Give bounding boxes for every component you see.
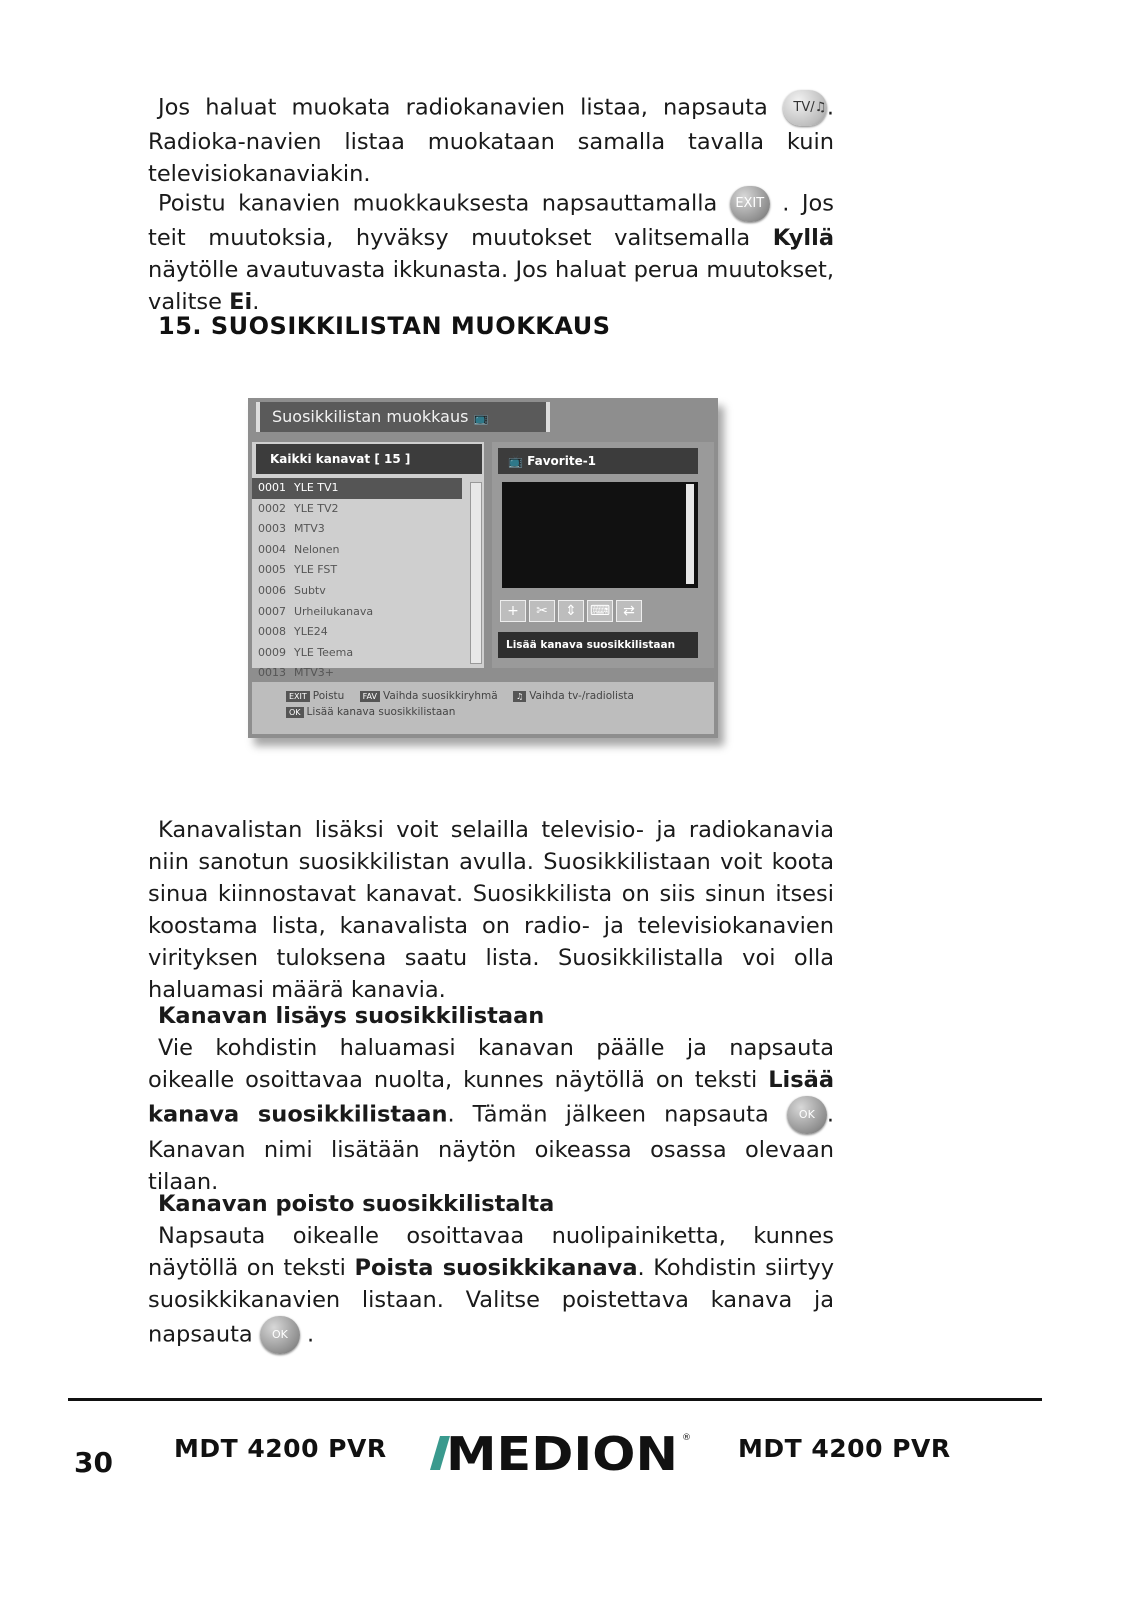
all-channels-panel	[252, 442, 484, 680]
tv-radio-icon: TV/♫	[783, 90, 827, 126]
exit-icon: EXIT	[730, 186, 770, 222]
swap-icon[interactable]: ⇄	[616, 600, 642, 622]
channel-row[interactable]: 0004 Nelonen	[258, 542, 340, 556]
model-name-right: MDT 4200 PVR	[738, 1434, 951, 1463]
favorite-header: 📺 Favorite-1	[498, 448, 698, 474]
page-number: 30	[74, 1446, 113, 1479]
channel-row[interactable]: 0008 YLE24	[258, 625, 328, 639]
favorite-panel	[492, 442, 714, 668]
key-help-bar: EXIT Poistu FAV Vaihda suosikkiryhmä ♫ Vaihda tv-/radiolista OK Lisää kanava suosikkilistaan	[252, 682, 714, 734]
channel-row[interactable]: 0005 YLE FST	[258, 563, 338, 577]
favorite-list[interactable]	[502, 482, 698, 588]
tv-icon: 📺	[473, 411, 489, 425]
svg-text:MEDION: MEDION	[446, 1427, 678, 1476]
model-name-left: MDT 4200 PVR	[174, 1434, 387, 1463]
section-heading: 15. SUOSIKKILISTAN MUOKKAUS	[158, 312, 611, 340]
channel-row[interactable]: 0002 YLE TV2	[258, 501, 339, 515]
paragraph-radio-list: Jos haluat muokata radiokanavien listaa, napsauta TV/♫. Radioka-navien listaa muokataan samalla tavalla kuin televisiokanaviakin.	[148, 90, 834, 190]
add-channel-status: Lisää kanava suosikkilistaan	[498, 632, 698, 658]
channel-row[interactable]: 0001 YLE TV1	[252, 478, 462, 499]
channel-row[interactable]: 0007 Urheilukanava	[258, 604, 374, 618]
add-icon[interactable]: +	[500, 600, 526, 622]
svg-text:®: ®	[682, 1433, 691, 1443]
tv-icon: 📺	[508, 454, 523, 468]
ok-key-icon: OK	[286, 707, 304, 718]
paragraph-favorites-intro: Kanavalistan lisäksi voit selailla televisio- ja radiokanavia niin sanotun suosikkilistan avulla. Suosikkilistaan voit koota sinua kiinnostavat kanavat. Suosikkilista on siis sinun itsesi koostama lista, kanavalista on radio- ja televisiokanavien virityksen tuloksena saatu lista. Suosikkilistalla voi olla haluamasi määrä kanavia.	[148, 817, 834, 1003]
channel-row[interactable]: 0006 Subtv	[258, 583, 326, 597]
section-add-title: Kanavan lisäys suosikkilistaan	[158, 1003, 545, 1029]
section-remove-title: Kanavan poisto suosikkilistalta	[158, 1191, 555, 1217]
exit-key-icon: EXIT	[286, 691, 310, 702]
rename-icon[interactable]: ⌨	[587, 600, 613, 622]
menu-title: Suosikkilistan muokkaus 📺	[256, 402, 550, 432]
fav-key-icon: FAV	[360, 691, 380, 702]
ok-icon: OK	[260, 1316, 300, 1354]
edit-toolbar	[500, 600, 642, 622]
paragraph-exit: Poistu kanavien muokkauksesta napsauttamalla EXIT . Jos teit muutoksia, hyväksy muutokset valitsemalla Kyllä näytölle avautuvasta ikkunasta. Jos haluat perua muutokset, valitse Ei.	[148, 186, 834, 318]
section-remove-favorite: Kanavan poisto suosikkilistalta Napsauta oikealle osoittavaa nuolipainiketta, kunnes näytöllä on teksti Poista suosikkikanava. Kohdistin siirtyy suosikkikanavien listaan. Valitse poistettava kanava ja napsauta OK .	[148, 1188, 834, 1354]
scissors-icon[interactable]: ✂	[529, 600, 555, 622]
channel-row[interactable]: 0013 MTV3+	[258, 666, 334, 680]
tv-menu-screenshot	[248, 398, 718, 738]
channel-row[interactable]: 0003 MTV3	[258, 522, 325, 536]
medion-logo	[426, 1426, 692, 1476]
section-add-favorite: Kanavan lisäys suosikkilistaan Vie kohdistin haluamasi kanavan päälle ja napsauta oikealle osoittavaa nuolta, kunnes näytöllä on teksti Lisää kanava suosikkilistaan. Tämän jälkeen napsauta OK . Kanavan nimi lisätään näytön oikeassa osassa olevaan tilaan.	[148, 1000, 834, 1198]
all-channels-header: Kaikki kanavat [ 15 ]	[256, 444, 482, 474]
channel-row[interactable]: 0009 YLE Teema	[258, 645, 354, 659]
footer-rule	[68, 1398, 1042, 1401]
channel-scrollbar[interactable]	[470, 482, 482, 664]
move-icon[interactable]: ⇕	[558, 600, 584, 622]
favorite-scrollbar[interactable]	[686, 484, 694, 584]
music-note-icon: ♫	[513, 691, 526, 702]
channel-list	[252, 478, 462, 684]
ok-icon: OK	[787, 1096, 827, 1134]
